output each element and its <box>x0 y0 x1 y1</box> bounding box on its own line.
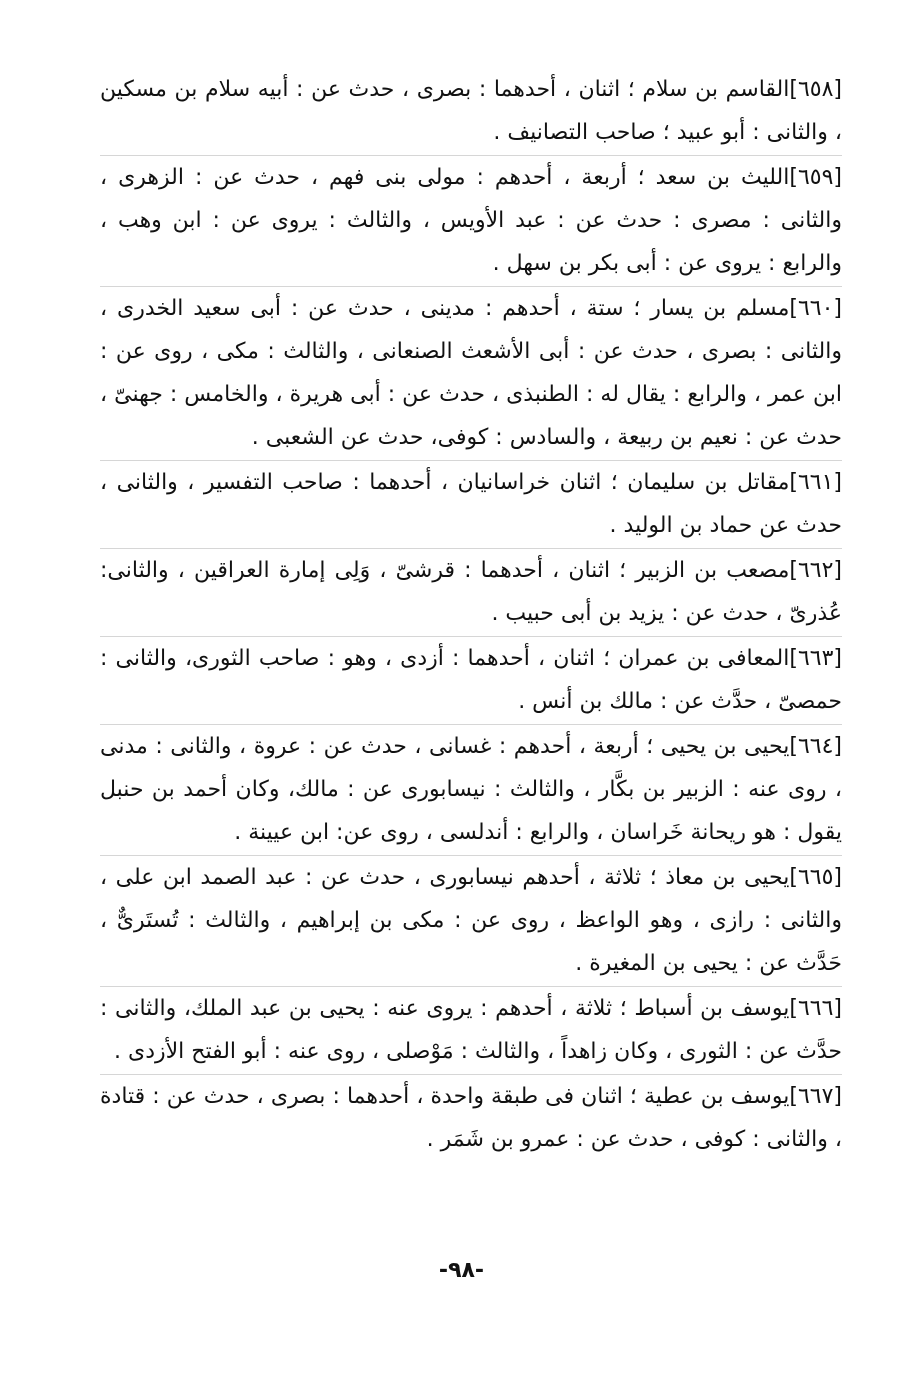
entry-text: يحيى بن معاذ ؛ ثلاثة ، أحدهم نيسابورى ، حدث عن : عبد الصمد ابن على ، والثانى : رازى ، وهو الواعظ ، روى عن : مكى بن إبراهيم ، والثالث : تُستَرىٌّ ، حَدَّث عن : يحيى بن المغيرة . <box>100 865 842 976</box>
entry-number: [٦٦٧] <box>789 1084 842 1109</box>
entry-665 <box>100 856 842 987</box>
entry-667 <box>100 1075 842 1162</box>
entry-number: [٦٦٣] <box>789 646 842 671</box>
entry-number: [٦٦١] <box>789 470 842 495</box>
entry-text: يحيى بن يحيى ؛ أربعة ، أحدهم : غسانى ، حدث عن : عروة ، والثانى : مدنى ، روى عنه : الزبير بن بكَّار ، والثالث : نيسابورى عن : مالك، وكان أحمد بن حنبل يقول : هو ريحانة خَراسان ، والرابع : أندلسى ، روى عن: ابن عيينة . <box>100 734 842 845</box>
entry-659 <box>100 156 842 287</box>
entry-text: مقاتل بن سليمان ؛ اثنان خراسانيان ، أحدهما : صاحب التفسير ، والثانى ، حدث عن حماد بن الوليد . <box>100 470 842 538</box>
entry-text: مصعب بن الزبير ؛ اثنان ، أحدهما : قرشىّ ، وَلِى إمارة العراقين ، والثانى: عُذرىّ ، حدث عن : يزيد بن أبى حبيب . <box>100 558 842 626</box>
entry-number: [٦٦٠] <box>789 296 842 321</box>
entry-664 <box>100 725 842 856</box>
entry-663 <box>100 637 842 725</box>
entry-662 <box>100 549 842 637</box>
entry-number: [٦٦٤] <box>789 734 842 759</box>
entry-660 <box>100 287 842 461</box>
entry-text: يوسف بن عطية ؛ اثنان فى طبقة واحدة ، أحدهما : بصرى ، حدث عن : قتادة ، والثانى : كوفى ، حدث عن : عمرو بن شَمَر . <box>100 1084 842 1152</box>
entry-666 <box>100 987 842 1075</box>
entry-number: [٦٦٢] <box>789 558 842 583</box>
entry-text: يوسف بن أسباط ؛ ثلاثة ، أحدهم : يروى عنه : يحيى بن عبد الملك، والثانى : حدَّث عن : الثورى ، وكان زاهداً ، والثالث : مَوْصلى ، روى عنه : أبو الفتح الأزدى . <box>100 996 842 1064</box>
entry-number: [٦٥٨] <box>789 77 842 102</box>
entry-number: [٦٦٦] <box>789 996 842 1021</box>
entry-text: الليث بن سعد ؛ أربعة ، أحدهم : مولى بنى فهم ، حدث عن : الزهرى ، والثانى : مصرى : حدث عن : عبد الأويس ، والثالث : يروى عن : ابن وهب ، والرابع : يروى عن : أبى بكر بن سهل . <box>100 165 842 276</box>
entry-text: مسلم بن يسار ؛ ستة ، أحدهم : مدينى ، حدث عن : أبى سعيد الخدرى ، والثانى : بصرى ، حدث عن : أبى الأشعث الصنعانى ، والثالث : مكى ، روى عن : ابن عمر ، والرابع : يقال له : الطنبذى ، حدث عن : أبى هريرة ، والخامس : جهنىّ ، حدث عن : نعيم بن ربيعة ، والسادس : كوفى، حدث عن الشعبى . <box>100 296 842 450</box>
entry-text: المعافى بن عمران ؛ اثنان ، أحدهما : أزدى ، وهو : صاحب الثورى، والثانى : حمصىّ ، حدَّث عن : مالك بن أنس . <box>100 646 842 714</box>
entry-661 <box>100 461 842 549</box>
entry-number: [٦٦٥] <box>789 865 842 890</box>
entry-number: [٦٥٩] <box>789 165 842 190</box>
page-number: -٩٨- <box>438 1258 485 1283</box>
entry-658 <box>100 68 842 156</box>
entry-text: القاسم بن سلام ؛ اثنان ، أحدهما : بصرى ، حدث عن : أبيه سلام بن مسكين ، والثانى : أبو عبيد ؛ صاحب التصانيف . <box>100 77 842 145</box>
document-page <box>100 68 842 1162</box>
